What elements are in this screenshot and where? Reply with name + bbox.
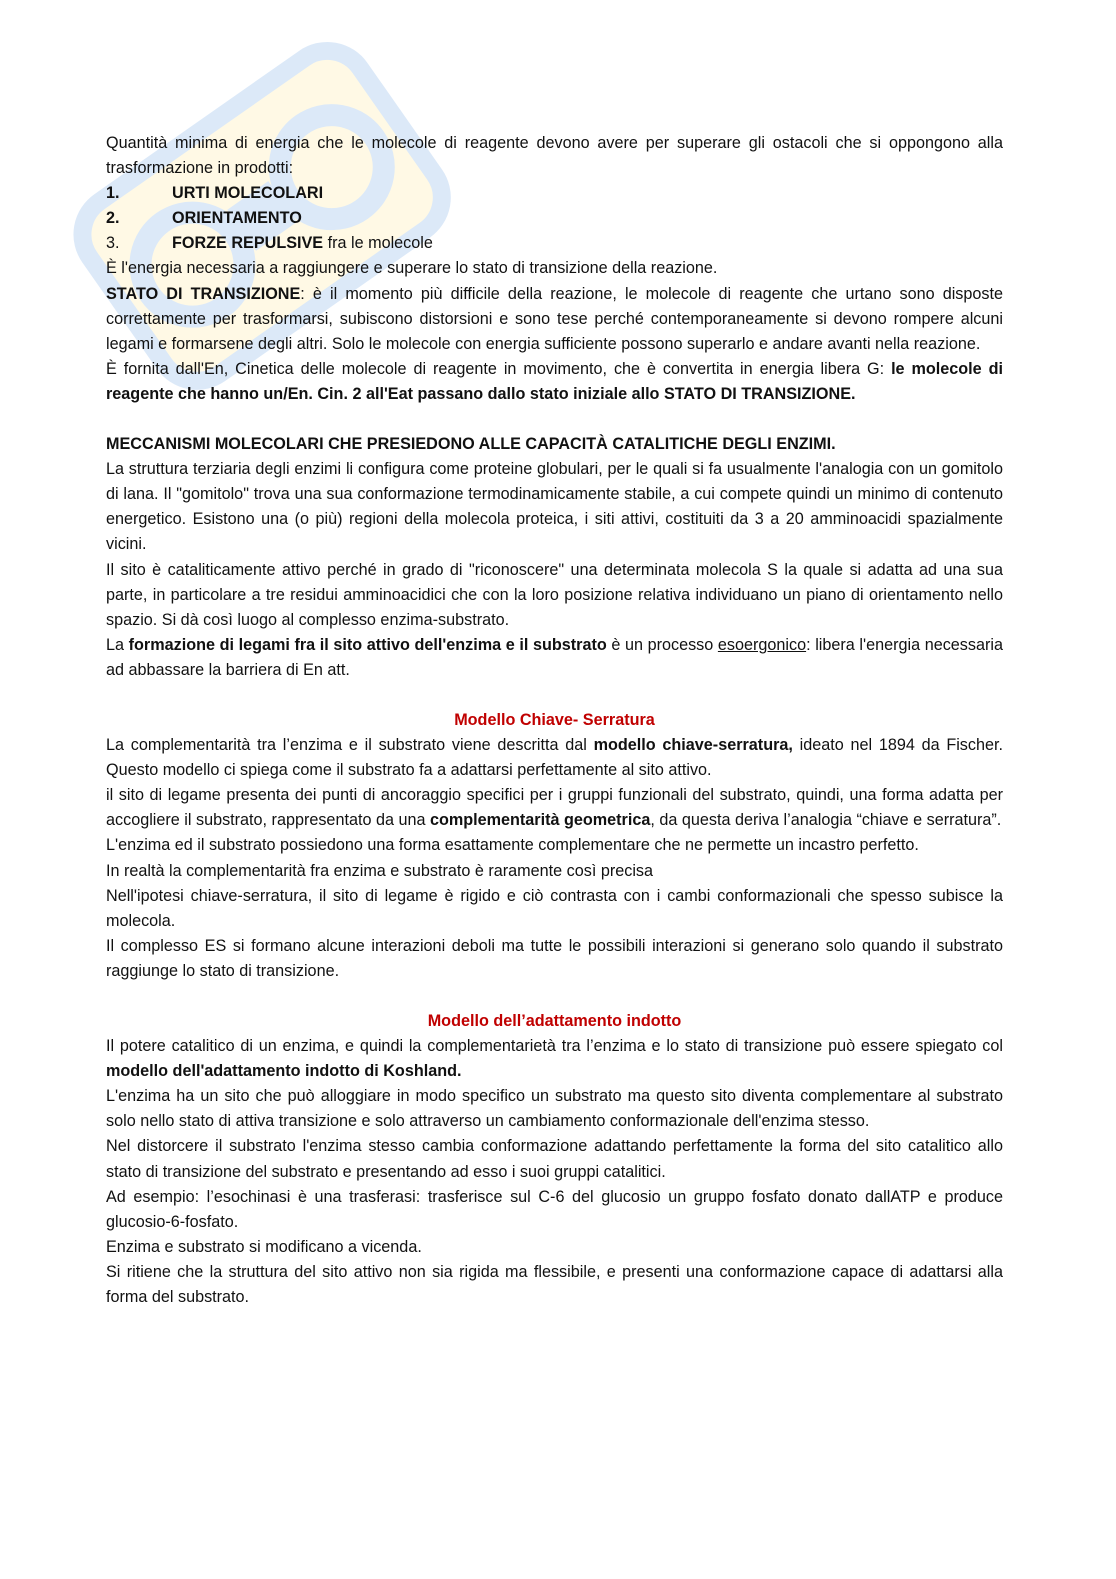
list-number: 1.: [106, 184, 120, 203]
transition-state-paragraph: STATO DI TRANSIZIONE: è il momento più difficile della reazione, le molecole di reagente che urtano sono disposte correttamente per trasformarsi, subiscono distorsioni e sono tese perché contemporaneamente si devono rompere alcuni legami e formarsene degli altri. Solo le molecole con energia sufficiente possono superarlo e andare avanti nella reazione.: [106, 284, 1003, 353]
complementary-shape-paragraph: L'enzima ed il substrato possiedono una forma esattamente complementare che ne permette un incastro perfetto.: [106, 836, 919, 855]
lock-key-paragraph: La complementarità tra l’enzima e il substrato viene descritta dal modello chiave-serratura, ideato nel 1894 da Fischer. Questo modello ci spiega come il substrato fa a adattarsi perfettamente al sito attivo.: [106, 736, 1003, 780]
active-site-paragraph: Il sito è cataliticamente attivo perché in grado di "riconoscere" una determinata molecola S la quale si adatta ad una sua parte, in particolare a tre residui amminoacidici che con la loro posizione relativa individuano un piano di orientamento nello spazio. Si dà così luogo al complesso enzima-substrato.: [106, 560, 1003, 629]
rigid-site-paragraph: Nell'ipotesi chiave-serratura, il sito di legame è rigido e ciò contrasta con i cambi conformazionali che spesso subisce la molecola.: [106, 886, 1003, 930]
list-item: [106, 206, 1003, 231]
mechanisms-heading: MECCANISMI MOLECOLARI CHE PRESIEDONO ALLE CAPACITÀ CATALITICHE DEGLI ENZIMI.: [106, 435, 836, 454]
intro-paragraph: Quantità minima di energia che le molecole di reagente devono avere per superare gli ostacoli che si oppongono alla trasformazione in prodotti:: [106, 134, 1003, 178]
bond-formation-paragraph: La formazione di legami fra il sito attivo dell'enzima e il substrato è un processo esoergonico: libera l'energia necessaria ad abbassare la barriera di En att.: [106, 635, 1003, 679]
hexokinase-example-paragraph: Ad esempio: l’esochinasi è una trasferasi: trasferisce sul C-6 del glucosio un gruppo fosfato donato dallATP e produce glucosio-6-fosfato.: [106, 1187, 1003, 1231]
es-complex-paragraph: Il complesso ES si formano alcune interazioni deboli ma tutte le possibili interazioni si generano solo quando il substrato raggiunge lo stato di transizione.: [106, 936, 1003, 980]
document-page: [106, 131, 1003, 1310]
list-number: 3.: [106, 234, 120, 253]
list-bold-text: URTI MOLECOLARI: [172, 184, 324, 203]
flexible-site-paragraph: Si ritiene che la struttura del sito attivo non sia rigida ma flessibile, e presenti una conformazione capace di adattarsi alla forma del substrato.: [106, 1262, 1003, 1307]
list-bold-text: FORZE REPULSIVE: [172, 234, 324, 253]
list-item: [106, 181, 1003, 206]
list-text: fra le molecole: [323, 234, 433, 253]
binding-site-paragraph: il sito di legame presenta dei punti di ancoraggio specifici per i gruppi funzionali del substrato, quindi, una forma adatta per accogliere il substrato, rappresentato da una complementarità geometrica, da questa deriva l’analogia “chiave e serratura”.: [106, 786, 1003, 830]
list-number: 2.: [106, 209, 120, 228]
lock-key-heading: Modello Chiave- Serratura: [454, 710, 655, 729]
energy-definition: È l'energia necessaria a raggiungere e superare lo stato di transizione della reazione.: [106, 259, 718, 278]
transition-state-term: STATO DI TRANSIZIONE: [106, 284, 301, 303]
precision-paragraph: In realtà la complementarità fra enzima e substrato è raramente così precisa: [106, 861, 654, 880]
mutual-modification-paragraph: Enzima e substrato si modificano a vicenda.: [106, 1237, 422, 1256]
distortion-paragraph: Nel distorcere il substrato l'enzima stesso cambia conformazione adattando perfettamente la forma del sito catalitico allo stato di transizione del substrato e presentando ad esso i suoi gruppi catalitici.: [106, 1137, 1003, 1181]
kinetic-energy-paragraph: È fornita dall'En, Cinetica delle molecole di reagente in movimento, che è convertita in energia libera G: le molecole di reagente che hanno un/En. Cin. 2 all'Eat passano dallo stato iniziale allo STATO DI TRANSIZIONE.: [106, 359, 1003, 403]
induced-fit-paragraph: Il potere catalitico di un enzima, e quindi la complementarietà tra l’enzima e lo stato di transizione può essere spiegato col modello dell'adattamento indotto di Koshland.: [106, 1037, 1003, 1081]
conformational-change-paragraph: L'enzima ha un sito che può alloggiare in modo specifico un substrato ma questo sito diventa complementare al substrato solo nello stato di attiva transizione e solo attraverso un cambiamento conformazionale dell'enzima stesso.: [106, 1087, 1003, 1131]
mechanisms-paragraph: La struttura terziaria degli enzimi li configura come proteine globulari, per le quali si fa usualmente l'analogia con un gomitolo di lana. Il "gomitolo" trova una sua conformazione termodinamicamente stabile, a cui compete quindi un minimo di contenuto energetico. Esistono una (o più) regioni della molecola proteica, i siti attivi, costituiti da 3 a 20 amminoacidi spazialmente vicini.: [106, 460, 1003, 554]
list-item: [106, 231, 1003, 256]
induced-fit-heading: Modello dell’adattamento indotto: [427, 1012, 682, 1030]
list-bold-text: ORIENTAMENTO: [172, 209, 302, 228]
